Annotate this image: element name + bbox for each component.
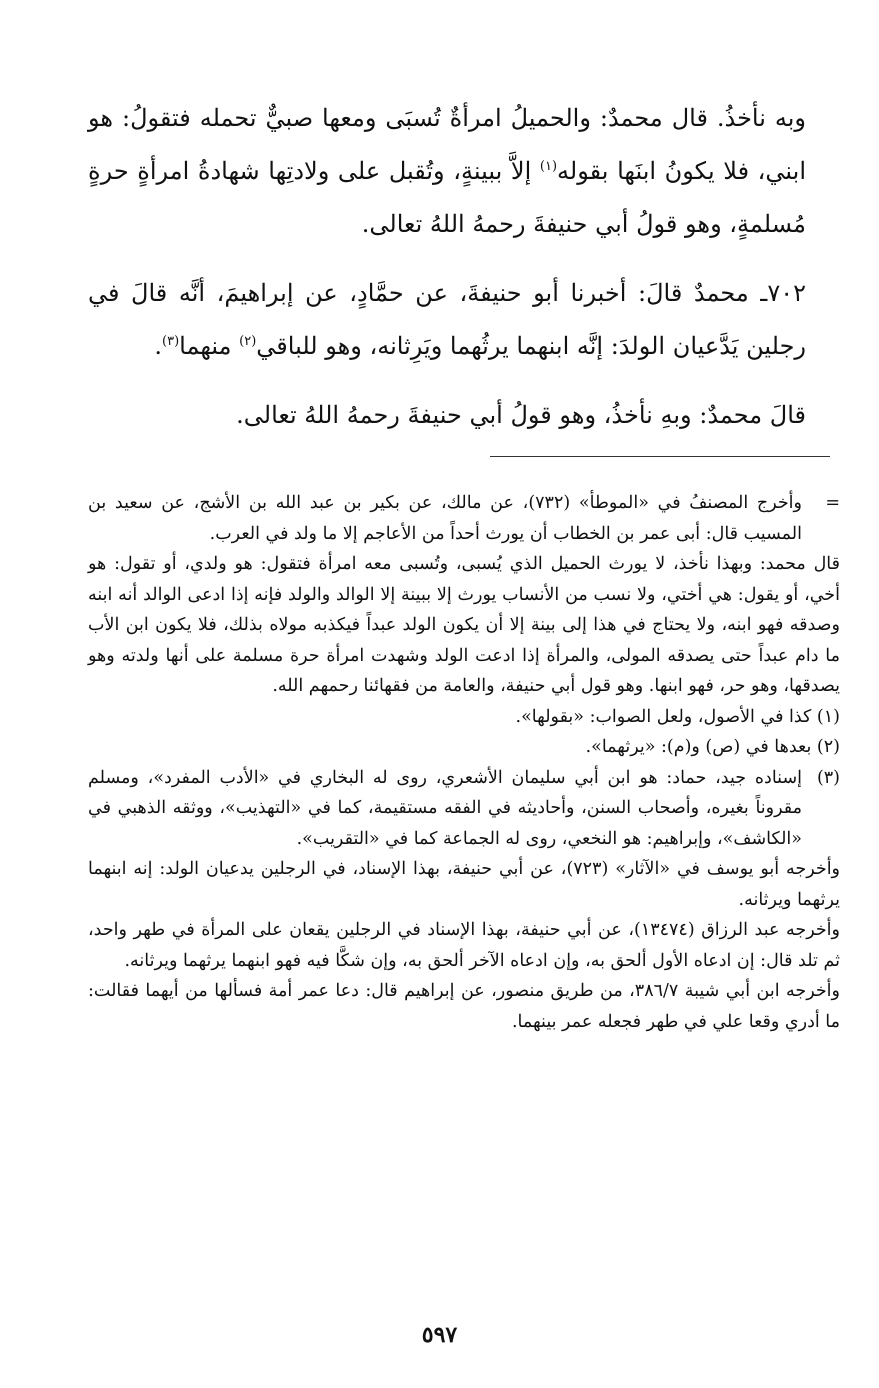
- footnote-ref-1[interactable]: (١): [539, 159, 558, 174]
- footnote-3-abd-al-razzaq: وأخرجه عبد الرزاق (١٣٤٧٤)، عن أبي حنيفة، بهذا الإسناد في الرجلين يقعان على المرأة في طهر واحد، ثم تلد قال: إن ادعاه الأول ألحق به، وإن ادعاه الآخر ألحق به، وإن شكَّا فيه فهو ابنهما يرثهما ويرثانه.: [88, 920, 840, 971]
- footnote-3: (٣) إسناده جيد، حماد: هو ابن أبي سليمان الأشعري، روى له البخاري في «الأدب المفرد»، ومسلم مقروناً بغيره، وأصحاب السنن، وأحاديثه في الفقه مستقيمة، كما في «التهذيب»، ووثقه الذهبي في «الكاشف»، وإبراهيم: هو النخعي، روى له الجماعة كما في «التقريب».: [88, 763, 840, 855]
- footnote-continued: = وأخرج المصنفُ في «الموطأ» (٧٣٢)، عن مالك، عن بكير بن عبد الله بن الأشج، عن سعيد بن المسيب قال: أبى عمر بن الخطاب أن يورث أحداً من الأعاجم إلا ما ولد في العرب.: [88, 488, 840, 549]
- main-paragraph-2: ٧٠٢ـ محمدٌ قالَ: أخبرنا أبو حنيفةَ، عن حمَّادٍ، عن إبراهيمَ، أنَّه قالَ في رجلين يَدَّعيان الولدَ: إنَّه ابنهما يرثُهما ويَرِثانه، وهو للباقي$^{(٢)}$ منهما$^{(٣)}$.: [88, 279, 806, 360]
- main-paragraph-3: قالَ محمدٌ: وبهِ نأخذُ، وهو قولُ أبي حنيفةَ رحمهُ اللهُ تعالى.: [236, 401, 806, 429]
- main-text: [88, 92, 840, 442]
- continuation-marker: =: [825, 493, 840, 513]
- main-paragraph-1: وبه نأخذُ. قال محمدٌ: والحميلُ امرأةٌ تُسبَى ومعها صبيٌّ تحمله فتقولُ: هو ابني، فلا يكونُ ابنَها بقوله$^{(١)}$ إلاَّ ببينةٍ، وتُقبل على ولادتِها شهادةُ امرأةٍ حرةٍ مُسلمةٍ، وهو قولُ أبي حنيفةَ رحمهُ اللهُ تعالى.: [88, 104, 806, 238]
- footnotes: [88, 488, 840, 1037]
- footnote-3-number: (٣): [816, 767, 840, 788]
- footnote-divider: [490, 456, 830, 457]
- page-number: ٥٩٧: [421, 1322, 458, 1348]
- footnote-ref-2[interactable]: (٢): [239, 334, 257, 349]
- footnote-ref-3[interactable]: (٣): [162, 334, 180, 349]
- footnote-2: (٢) بعدها في (ص) و(م): «يرثهما».: [585, 737, 840, 757]
- footnote-continued-comment: قال محمد: وبهذا نأخذ، لا يورث الحميل الذي يُسبى، وتُسبى معه امرأة فتقول: هو ولدي، أو تقول: هو أخي، أو يقول: هي أختي، ولا نسب من الأنساب يورث إلا ببينة إلا الوالد والولد فإنه إذا ادعى الوالد أنه ابنه وصدقه فهو ابنه، ولا يحتاج في هذا إلى بينة إلا أن يكون الولد عبداً فيكذبه مولاه بذلك، فلا يكون ابن الأب ما دام عبداً حتى يصدقه المولى، والمرأة إذا ادعت الولد وشهدت امرأة حرة مسلمة على أنها ولدته وهو يصدقها، وهو حر، فهو ابنها. وهو قول أبي حنيفة، والعامة من فقهائنا رحمهم الله.: [88, 554, 840, 696]
- footnote-3-abu-yusuf: وأخرجه أبو يوسف في «الآثار» (٧٢٣)، عن أبي حنيفة، بهذا الإسناد، في الرجلين يدعيان الولد: إنه ابنهما يرثهما ويرثانه.: [88, 859, 841, 910]
- footnote-3-ibn-abi-shaybah: وأخرجه ابن أبي شيبة ٣٨٦/٧، من طريق منصور، عن إبراهيم قال: دعا عمر أمة فسألها من أيهما فقالت: ما أدري وقعا علي في طهر فجعله عمر بينهما.: [88, 981, 840, 1032]
- footnote-1: (١) كذا في الأصول، ولعل الصواب: «بقولها».: [515, 706, 840, 727]
